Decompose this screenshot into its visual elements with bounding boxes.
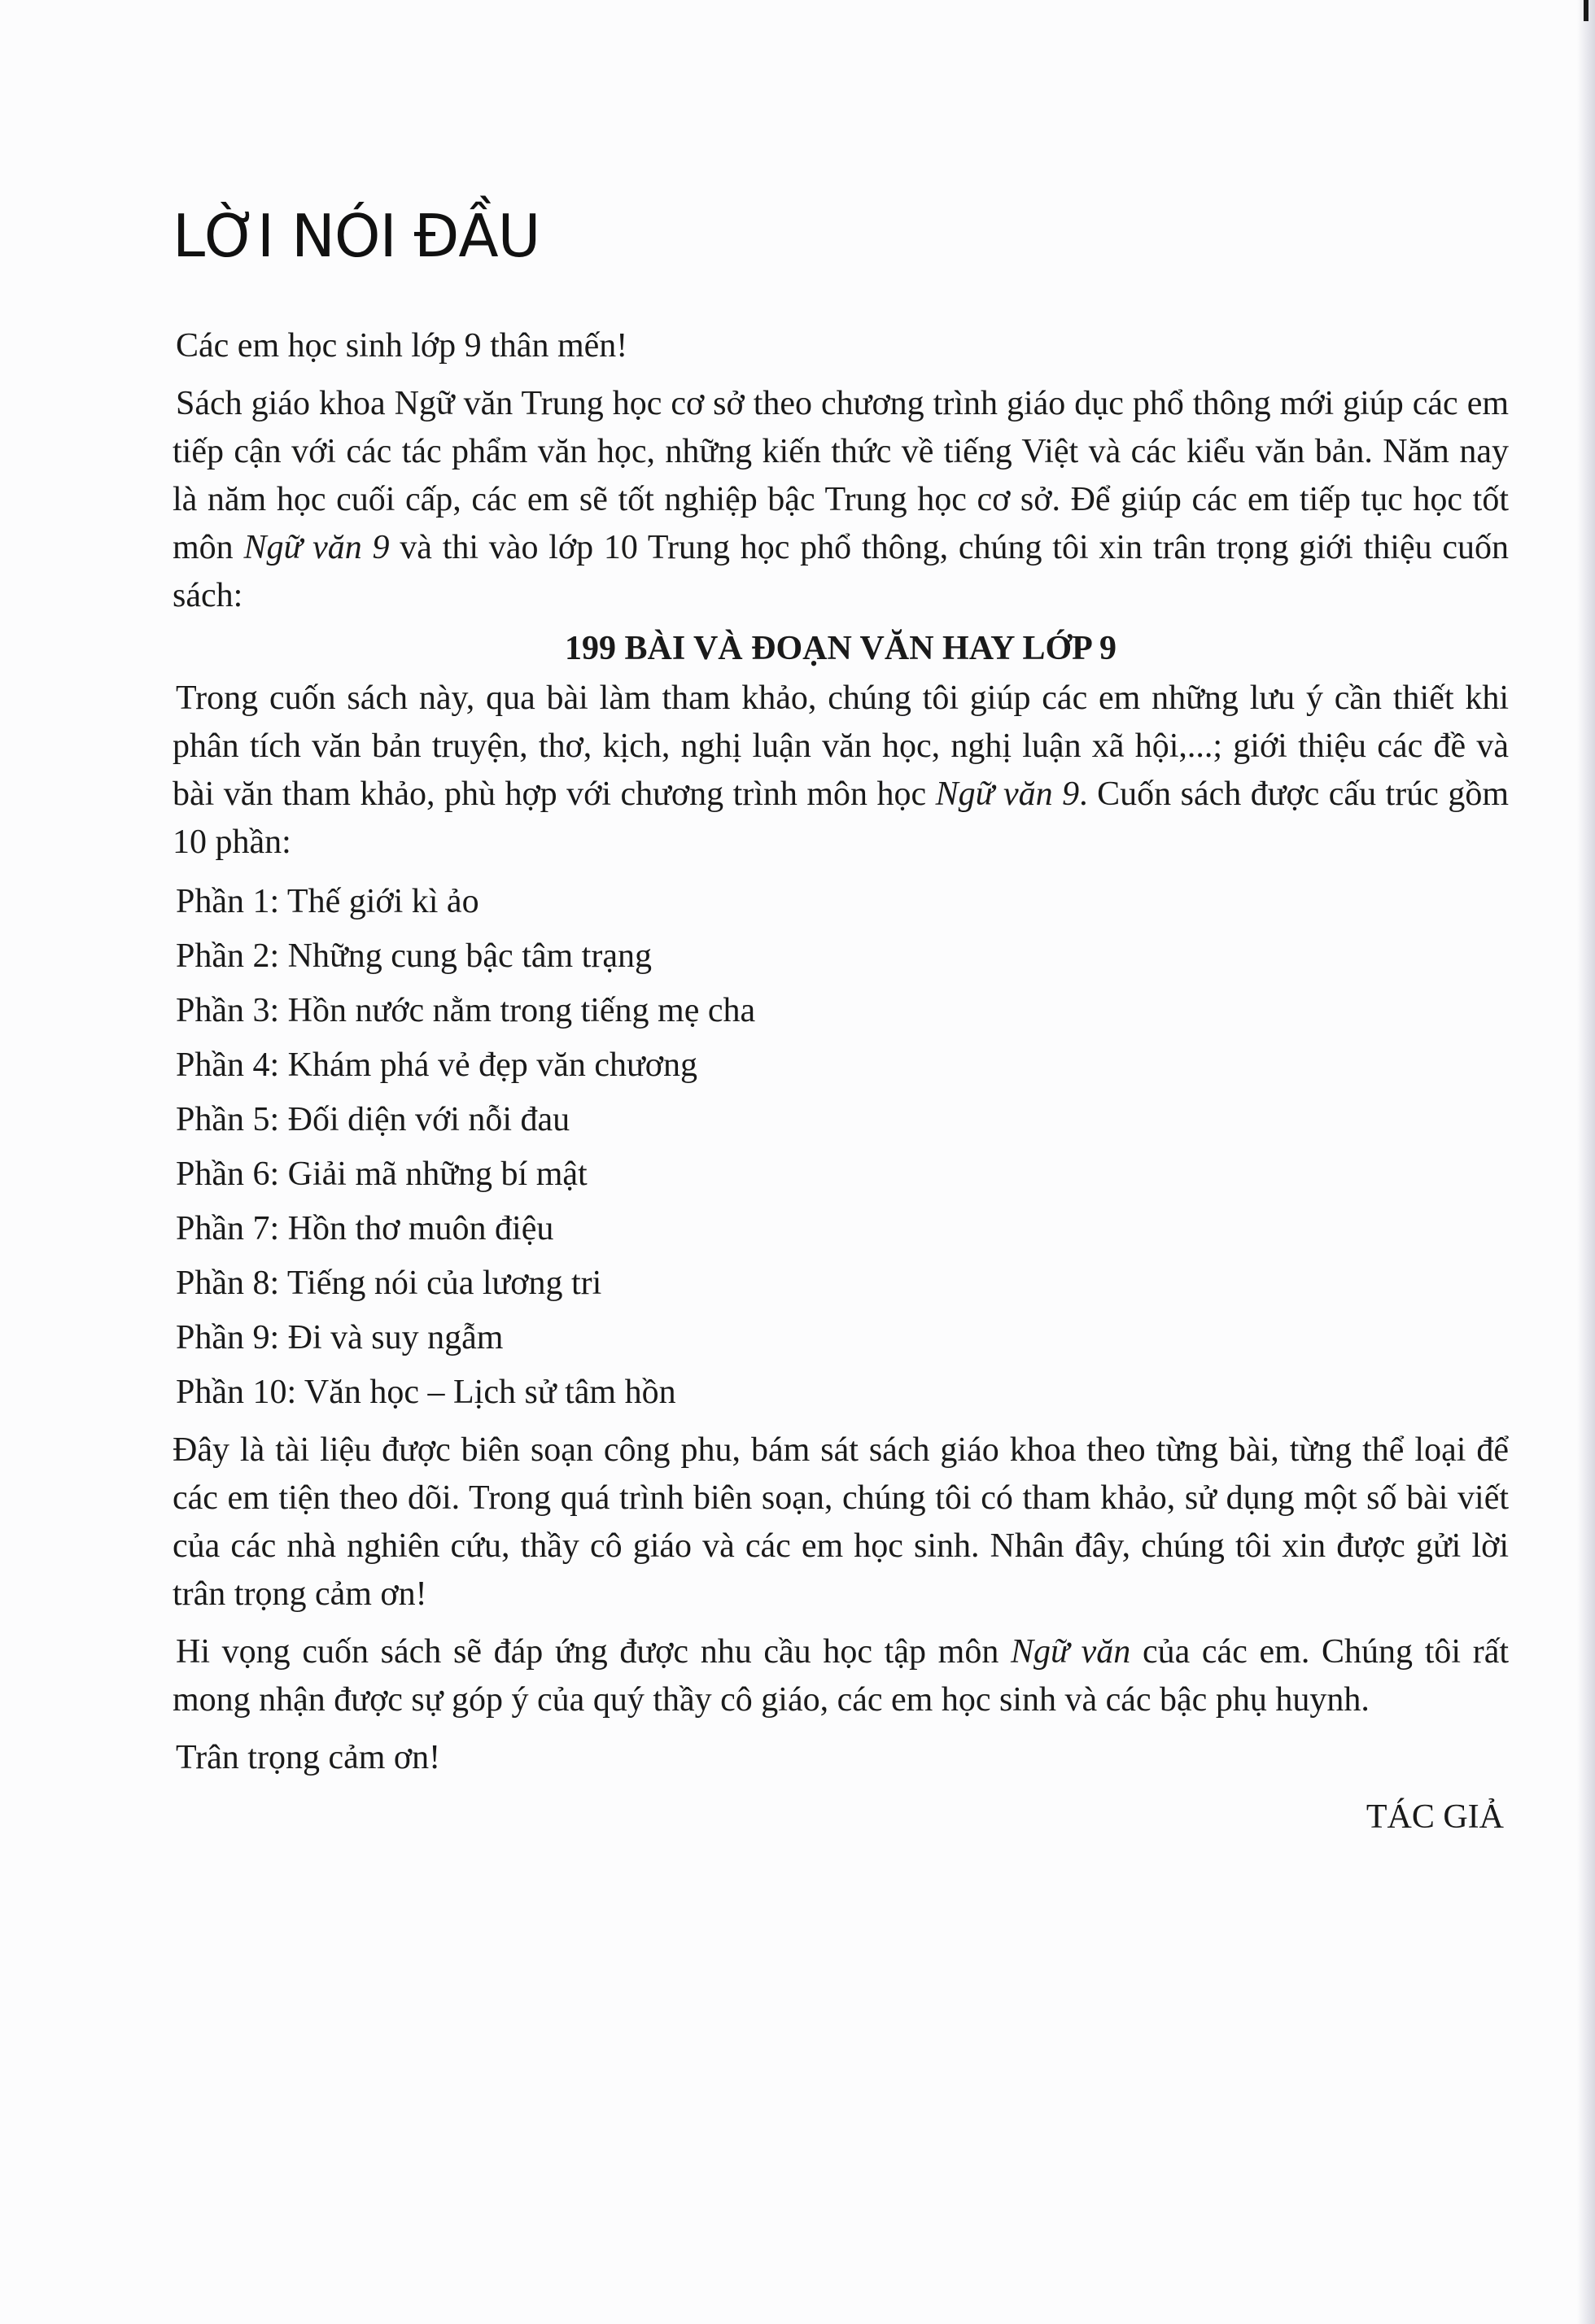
list-item-part-1: Phần 1: Thế giới kì ảo	[176, 883, 479, 920]
list-item-part-3: Phần 3: Hồn nước nằm trong tiếng mẹ cha	[176, 992, 756, 1029]
intro-subject-italic: Ngữ văn 9	[243, 529, 390, 566]
parts-list	[173, 878, 1509, 1417]
greeting: Các em học sinh lớp 9 thân mến!	[176, 327, 628, 365]
list-item-part-4: Phần 4: Khám phá vẻ đẹp văn chương	[176, 1046, 697, 1084]
intro-paragraph	[173, 380, 1509, 620]
description-paragraph	[173, 675, 1509, 867]
list-item-part-5: Phần 5: Đối diện với nỗi đau	[176, 1101, 570, 1138]
list-item-part-2: Phần 2: Những cung bậc tâm trạng	[176, 937, 652, 975]
list-item-part-8: Phần 8: Tiếng nói của lương tri	[176, 1265, 602, 1302]
list-item-part-7: Phần 7: Hồn thơ muôn điệu	[176, 1210, 554, 1247]
scan-mark	[1584, 0, 1588, 21]
description-subject-italic: Ngữ văn 9	[935, 775, 1080, 813]
hope-text-1: Hi vọng cuốn sách sẽ đáp ứng được nhu cầu học tập môn	[176, 1633, 1012, 1671]
page-heading: LỜI NÓI ĐẦU	[173, 202, 540, 270]
description-text-1: Trong cuốn sách này, qua bài làm tham khảo, chúng tôi giúp các em những lưu ý cần thiết khi phân tích văn bản truyện, thơ, kịch, nghị luận văn học, nghị luận xã hội,...; giới thiệu các đề và bài văn tham khảo, phù hợp với chương trình môn học	[173, 679, 1509, 813]
description-text-2: . Cuốn sách được cấu trúc gồm 10 phần:	[173, 775, 1509, 861]
page-edge-shadow	[1577, 0, 1595, 2324]
intro-text-2: và thi vào lớp 10 Trung học phổ thông, chúng tôi xin trân trọng giới thiệu cuốn sách:	[173, 529, 1509, 614]
author-signature: TÁC GIẢ	[1366, 1798, 1504, 1836]
intro-text-1: Sách giáo khoa Ngữ văn Trung học cơ sở theo chương trình giáo dục phổ thông mới giúp các em tiếp cận với các tác phẩm văn học, những kiến thức về tiếng Việt và các kiểu văn bản. Năm nay là năm học cuối cấp, các em sẽ tốt nghiệp bậc Trung học cơ sở. Để giúp các em tiếp tục học tốt môn	[173, 385, 1509, 566]
compiled-note-paragraph: Đây là tài liệu được biên soạn công phu, bám sát sách giáo khoa theo từng bài, từng thể loại để các em tiện theo dõi. Trong quá trình biên soạn, chúng tôi có tham khảo, sử dụng một số bài viết của các nhà nghiên cứu, thầy cô giáo và các em học sinh. Nhân đây, chúng tôi xin được gửi lời trân trọng cảm ơn!	[173, 1431, 1509, 1613]
list-item-part-10: Phần 10: Văn học – Lịch sử tâm hồn	[176, 1374, 676, 1411]
hope-subject-italic: Ngữ văn	[1011, 1633, 1131, 1671]
preface-body	[173, 322, 1509, 1841]
hope-text-2: của các em. Chúng tôi rất mong nhận được sự góp ý của quý thầy cô giáo, các em học sinh và các bậc phụ huynh.	[173, 1633, 1510, 1719]
thanks-line: Trân trọng cảm ơn!	[176, 1739, 441, 1776]
list-item-part-6: Phần 6: Giải mã những bí mật	[176, 1155, 588, 1193]
list-item-part-9: Phần 9: Đi và suy ngẫm	[176, 1319, 504, 1356]
hope-paragraph	[173, 1628, 1509, 1724]
book-title: 199 BÀI VÀ ĐOẠN VĂN HAY LỚP 9	[565, 630, 1116, 667]
